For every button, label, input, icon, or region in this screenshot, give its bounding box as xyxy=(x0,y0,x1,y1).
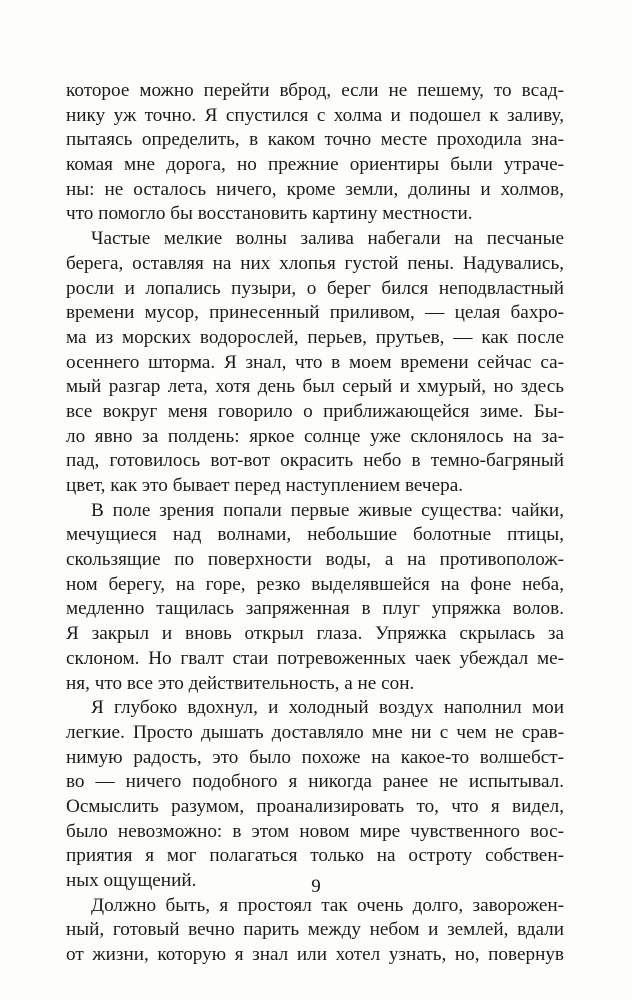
text-line: ных ощущений. xyxy=(66,870,197,891)
text-line: легкие. Просто дышать доставляло мне ни с чем не срав- xyxy=(66,721,564,743)
text-line: ны: не осталось ничего, кроме земли, долины и холмов, xyxy=(66,178,564,200)
text-line: времени мусор, принесенный приливом, — целая бахро- xyxy=(66,302,564,324)
text-line: цвет, как это бывает перед наступлением вечера. xyxy=(66,475,464,496)
text-line: склоном. Но гвалт стаи потревоженных чаек убеждал ме- xyxy=(66,647,564,669)
paragraph xyxy=(66,499,564,697)
text-line: все вокруг меня говорило о приближающейся зиме. Бы- xyxy=(66,400,564,422)
text-line: берега, оставляя на них хлопья густой пены. Надувались, xyxy=(66,252,564,274)
text-line: ный, готовый вечно парить между небом и землей, вдали xyxy=(66,919,564,941)
text-line: нимую радость, это было похоже на какое-то волшебст- xyxy=(66,746,564,768)
text-line: мечущиеся над волнами, небольшие болотные птицы, xyxy=(66,524,564,546)
text-line: медленно тащилась запряженная в плуг упряжка волов. xyxy=(66,598,564,620)
text-line: пад, готовилось вот-вот окрасить небо в темно-багряный xyxy=(66,450,564,472)
text-line: от жизни, которую я знал или хотел узнать, но, повернув xyxy=(66,944,564,966)
text-line: скользящие по поверхности воды, а на противополож- xyxy=(66,549,564,571)
page-number: 9 xyxy=(311,876,321,897)
text-line: росли и лопались пузыри, о берег бился неподвластный xyxy=(66,277,564,299)
text-line: во — ничего подобного я никогда ранее не испытывал. xyxy=(66,771,564,793)
text-line: комая мне дорога, но прежние ориентиры были утраче- xyxy=(66,154,564,176)
text-line: Я закрыл и вновь открыл глаза. Упряжка скрылась за xyxy=(66,623,564,645)
text-line: мый разгар лета, хотя день был серый и хмурый, но здесь xyxy=(66,376,564,398)
text-line: ном берегу, на горе, резко выделявшейся на фоне неба, xyxy=(66,573,564,595)
paragraph xyxy=(66,696,564,894)
paragraph xyxy=(66,894,564,968)
body-text xyxy=(66,79,564,968)
text-line: Должно быть, я простоял так очень долго, заворожен- xyxy=(91,894,564,916)
text-line: пытаясь определить, в каком точно месте проходила зна- xyxy=(66,129,564,151)
text-line: осеннего шторма. Я знал, что в моем времени сейчас са- xyxy=(66,351,564,373)
text-line: приятия я мог полагаться только на остроту собствен- xyxy=(66,845,564,867)
paragraph xyxy=(66,79,564,227)
text-line: ня, что все это действительность, а не сон. xyxy=(66,672,415,694)
text-line: ло явно за полдень: яркое солнце уже склонялось на за- xyxy=(66,425,564,447)
text-line: Частые мелкие волны залива набегали на песчаные xyxy=(91,228,564,250)
text-line: Осмыслить разумом, проанализировать то, что я видел, xyxy=(66,795,564,817)
text-line: что помогло бы восстановить картину местности. xyxy=(66,203,473,225)
text-line: В поле зрения попали первые живые существа: чайки, xyxy=(91,499,564,521)
text-line: было невозможно: в этом новом мире чувственного вос- xyxy=(66,820,564,842)
text-line: Я глубоко вдохнул, и холодный воздух наполнил мои xyxy=(91,697,564,719)
text-line: нику уж точно. Я спустился с холма и подошел к заливу, xyxy=(66,104,564,126)
paragraph xyxy=(66,227,564,499)
text-line: ма из морских водорослей, перьев, прутьев, — как после xyxy=(66,326,564,348)
text-line: которое можно перейти вброд, если не пешему, то всад- xyxy=(66,80,564,101)
